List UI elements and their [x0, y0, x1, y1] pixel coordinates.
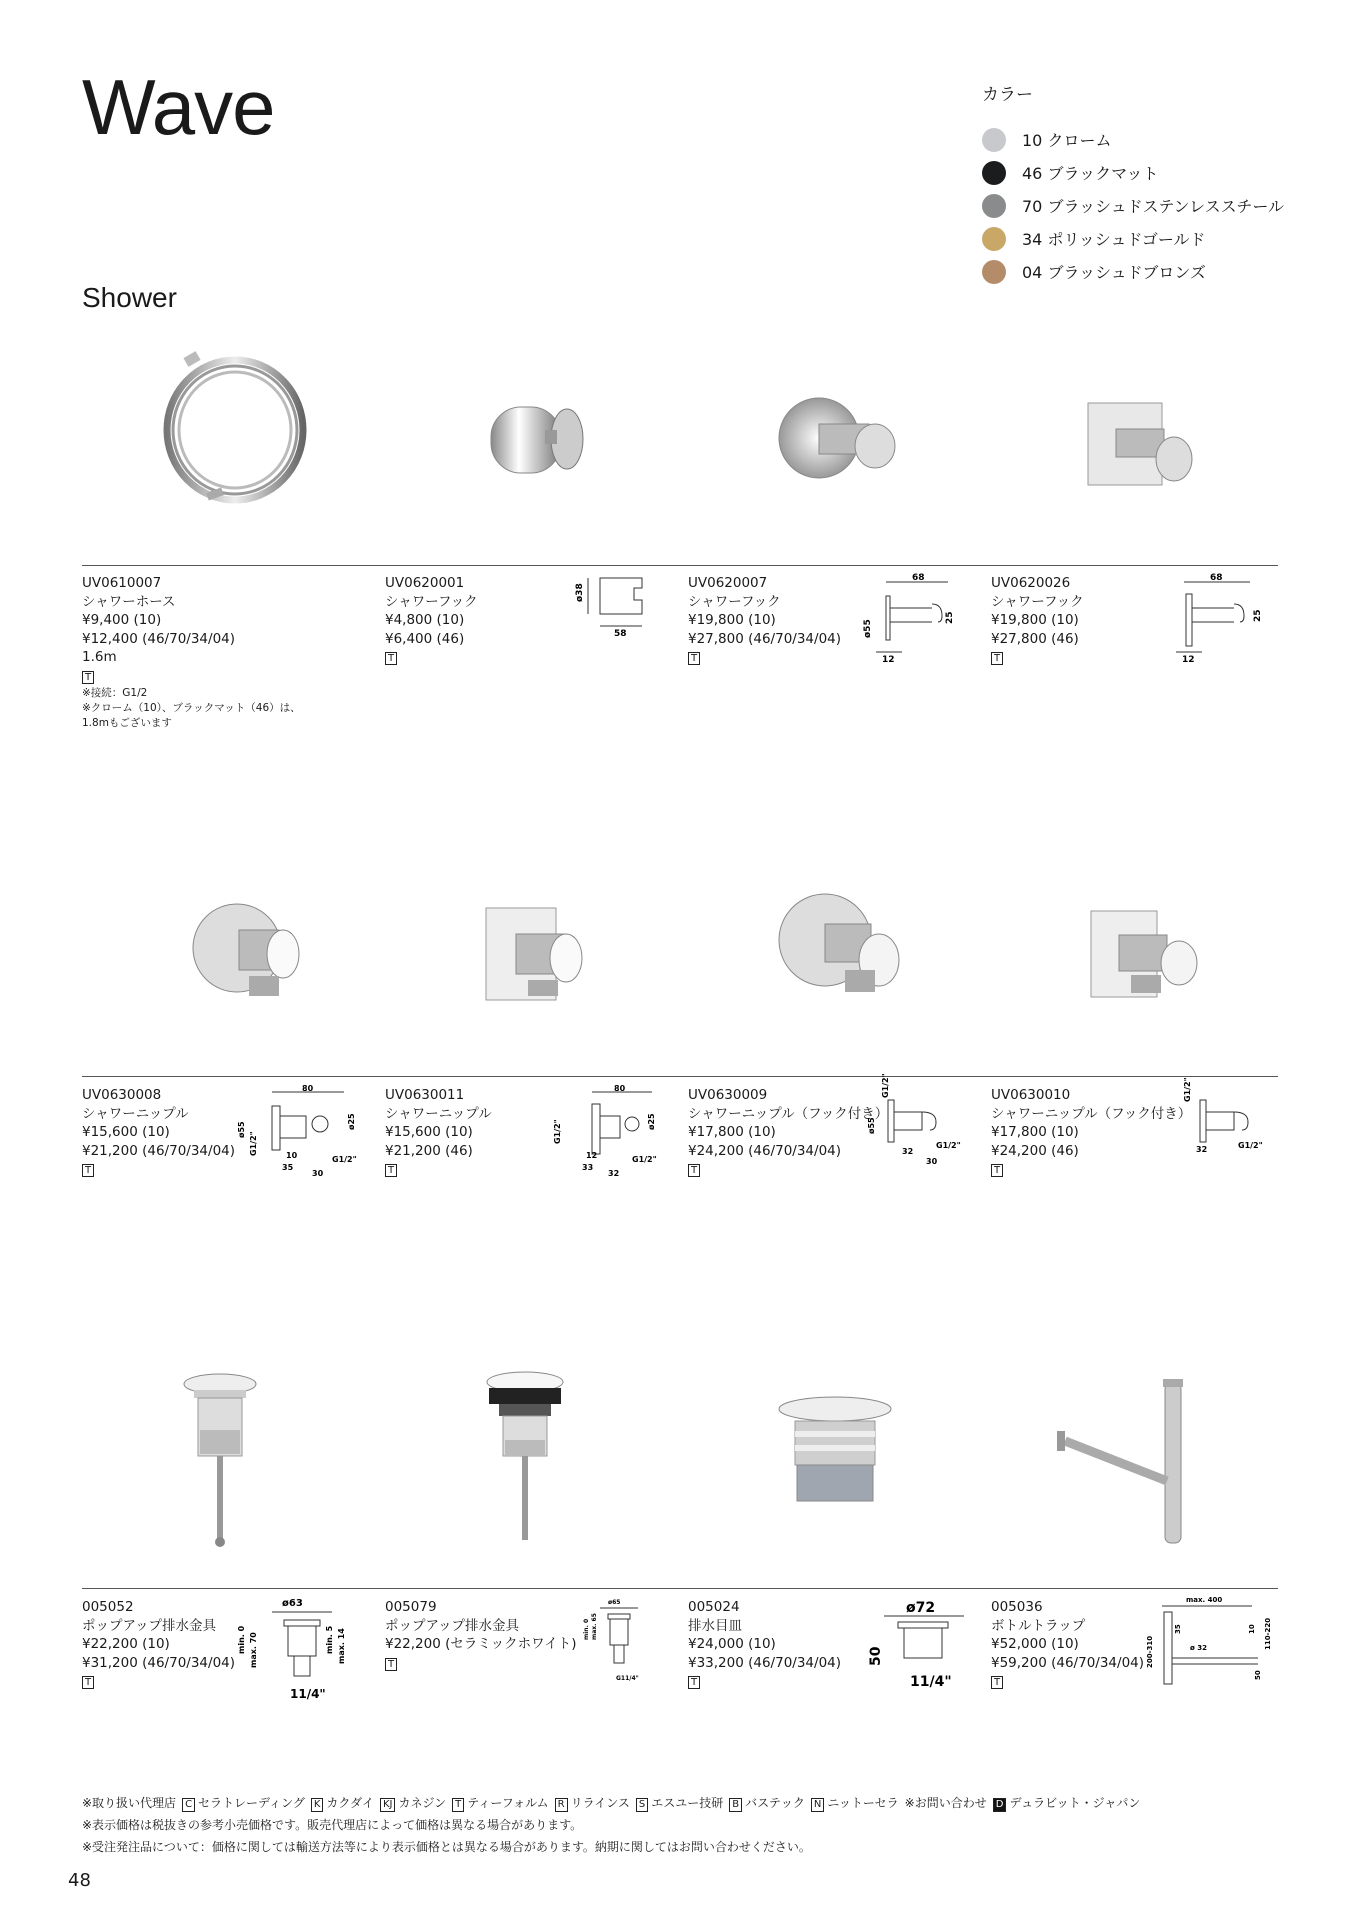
- dim-label: 33: [582, 1163, 594, 1172]
- product-code: UV0630010: [991, 1087, 1071, 1103]
- bottle-trap-icon: [1055, 1375, 1205, 1545]
- dim-label: G1/2": [249, 1131, 258, 1156]
- product-price: ¥27,800 (46): [991, 630, 1079, 647]
- product-item: [385, 1598, 576, 1672]
- dimension-drawing-uv0620026: [1170, 574, 1270, 668]
- dim-label: G1/2": [632, 1155, 657, 1164]
- page-title: Wave: [82, 63, 275, 151]
- color-swatch: [982, 194, 1006, 218]
- dim-label: min. 0: [583, 1618, 590, 1640]
- dim-label: 25: [945, 611, 955, 624]
- dim-label: ø63: [282, 1598, 303, 1609]
- product-name: シャワーニップル: [385, 1105, 492, 1122]
- shower-hook-icon: [470, 390, 600, 490]
- dim-label: 12: [1182, 655, 1195, 665]
- dim-label: 58: [614, 629, 627, 639]
- product-price: ¥15,600 (10): [385, 1124, 473, 1140]
- product-price: ¥59,200 (46/70/34/04): [991, 1654, 1145, 1671]
- product-price: 1.6m: [82, 649, 117, 665]
- product-price: ¥21,200 (46/70/34/04): [82, 1142, 236, 1159]
- product-name: ボトルトラップ: [991, 1617, 1086, 1634]
- color-legend: [982, 80, 1312, 288]
- product-name: シャワーホース: [82, 593, 176, 610]
- order-note: ※受注発注品について：価格に関しては輸送方法等により表示価格とは異なる場合があります。納期に関してはお問い合わせください。: [82, 1840, 811, 1854]
- product-price: ¥19,800 (10): [991, 612, 1079, 628]
- product-price: ¥52,000 (10): [991, 1636, 1079, 1652]
- dim-label: min. 5: [325, 1625, 334, 1654]
- dealer-badge: T: [688, 1164, 700, 1177]
- popup-drain-ceramic-icon: [475, 1370, 575, 1550]
- product-name: シャワーニップル: [82, 1105, 189, 1122]
- dealer-code: KJ: [380, 1798, 396, 1812]
- product-item: [688, 1598, 841, 1691]
- dim-label: G1/2": [881, 1073, 890, 1098]
- section-title: Shower: [82, 282, 177, 313]
- dim-label: 32: [1196, 1145, 1208, 1154]
- product-price: ¥17,800 (10): [688, 1124, 776, 1140]
- square-wall-elbow-icon: [475, 895, 595, 1015]
- dimension-drawing-uv0630010: [1180, 1077, 1280, 1170]
- dim-label: 12: [882, 655, 895, 665]
- dealer-code: K: [311, 1798, 324, 1812]
- product-note: ※クローム（10）、ブラックマット（46）は、: [82, 702, 301, 714]
- dim-label: G11/4": [616, 1675, 639, 1682]
- product-code: UV0630008: [82, 1087, 162, 1103]
- round-elbow-with-hook-icon: [770, 890, 910, 1010]
- dim-label: 35: [1174, 1624, 1182, 1634]
- product-name: シャワーニップル（フック付き）: [688, 1105, 889, 1122]
- price-note: ※表示価格は税抜きの参考小売価格です。販売代理店によって価格は異なる場合があります。: [82, 1818, 583, 1832]
- dealer-code: D: [993, 1798, 1007, 1812]
- row-divider: [82, 1588, 1278, 1589]
- dealer-list: [82, 1794, 1140, 1812]
- dealer-badge: T: [991, 652, 1003, 665]
- color-swatch: [982, 227, 1006, 251]
- dealer-name: カクダイ: [326, 1796, 374, 1810]
- product-code: UV0630011: [385, 1087, 465, 1103]
- color-legend-heading: カラー: [982, 85, 1033, 105]
- product-item: [991, 1086, 1191, 1179]
- dim-label: max. 14: [337, 1628, 346, 1664]
- color-swatch-row: [982, 222, 1312, 255]
- product-price: ¥15,600 (10): [82, 1124, 170, 1140]
- product-name: ポップアップ排水金具: [82, 1617, 217, 1634]
- dealer-name: カネジン: [398, 1796, 447, 1810]
- dealer-badge: T: [82, 1164, 94, 1177]
- dim-label: 10: [286, 1151, 298, 1160]
- color-swatch-row: [982, 255, 1312, 288]
- dim-label: 68: [912, 573, 925, 583]
- product-price: ¥24,200 (46/70/34/04): [688, 1142, 842, 1159]
- product-name: シャワーニップル（フック付き）: [991, 1105, 1192, 1122]
- dealer-badge: T: [991, 1164, 1003, 1177]
- dimension-drawing-uv0630008: [236, 1086, 366, 1182]
- square-elbow-with-hook-icon: [1080, 900, 1210, 1010]
- dim-label: 10: [1248, 1624, 1256, 1634]
- dealer-badge: T: [385, 1658, 397, 1671]
- product-code: UV0620001: [385, 575, 465, 591]
- product-price: ¥22,200 (セラミックホワイト): [385, 1636, 577, 1652]
- row-divider: [82, 1076, 1278, 1077]
- color-swatch: [982, 128, 1006, 152]
- dim-label: 200-310: [1146, 1635, 1154, 1668]
- product-price: ¥19,800 (10): [688, 612, 776, 628]
- round-shower-hook-icon: [770, 385, 910, 495]
- dealer-badge: T: [688, 1676, 700, 1689]
- dim-label: G1/2": [1238, 1141, 1263, 1150]
- product-item: [82, 574, 301, 730]
- dealer-badge: T: [385, 1164, 397, 1177]
- product-item: [991, 1598, 1144, 1691]
- round-wall-elbow-icon: [180, 895, 310, 1015]
- dim-label: 35: [282, 1163, 294, 1172]
- product-price: ¥17,800 (10): [991, 1124, 1079, 1140]
- popup-drain-icon: [170, 1370, 270, 1550]
- dim-label: 32: [902, 1147, 914, 1156]
- product-code: 005024: [688, 1599, 740, 1615]
- dim-label: ø 32: [1190, 1644, 1207, 1652]
- product-item: [688, 574, 841, 667]
- dim-label: ø65: [608, 1599, 621, 1606]
- dim-label: G1/2": [936, 1141, 961, 1150]
- dealer-name: エスユー技研: [651, 1796, 724, 1810]
- product-item: [82, 1598, 235, 1691]
- product-name: シャワーフック: [688, 593, 781, 610]
- row-divider: [82, 565, 1278, 566]
- color-swatch: [982, 260, 1006, 284]
- drain-cover-icon: [775, 1395, 895, 1515]
- product-item: [385, 574, 478, 667]
- dimension-drawing-uv0630009: [866, 1073, 966, 1170]
- dealers-prefix: ※取り扱い代理店: [82, 1796, 177, 1810]
- color-label: 46 ブラックマット: [1022, 164, 1159, 183]
- product-note: ※接続：G1/2: [82, 687, 148, 699]
- product-name: ポップアップ排水金具: [385, 1617, 520, 1634]
- square-shower-hook-icon: [1075, 390, 1205, 500]
- dim-label: 30: [312, 1169, 324, 1178]
- dim-label: 80: [614, 1084, 626, 1093]
- inquiry-label: ※お問い合わせ: [904, 1796, 987, 1810]
- dim-label: 80: [302, 1084, 314, 1093]
- product-price: ¥4,800 (10): [385, 612, 465, 628]
- dealer-name: バステック: [745, 1796, 805, 1810]
- product-code: 005079: [385, 1599, 437, 1615]
- dealer-name: デュラビット・ジャパン: [1009, 1796, 1141, 1810]
- dimension-drawing-005024: [864, 1596, 974, 1700]
- color-label: 10 クローム: [1022, 131, 1112, 150]
- color-swatch-row: [982, 189, 1312, 222]
- dim-label: ø38: [575, 583, 585, 602]
- dimension-drawing-005036: [1142, 1594, 1278, 1698]
- product-price: ¥6,400 (46): [385, 630, 465, 647]
- product-code: UV0630009: [688, 1087, 768, 1103]
- dim-label: ø25: [347, 1113, 356, 1130]
- dealer-code: R: [555, 1798, 568, 1812]
- product-item: [991, 574, 1084, 667]
- dim-label: 11/4": [910, 1674, 952, 1690]
- dealer-code: S: [636, 1798, 648, 1812]
- product-price: ¥24,200 (46): [991, 1142, 1079, 1159]
- color-swatch-row: [982, 156, 1312, 189]
- dim-label: max. 70: [249, 1632, 258, 1668]
- dealer-code: B: [729, 1798, 742, 1812]
- product-name: シャワーフック: [991, 593, 1084, 610]
- shower-hose-icon: [150, 350, 320, 510]
- color-label: 70 ブラッシュドステンレススチール: [1022, 197, 1285, 216]
- product-price: ¥31,200 (46/70/34/04): [82, 1654, 236, 1671]
- product-price: ¥33,200 (46/70/34/04): [688, 1654, 842, 1671]
- dim-label: max. 65: [591, 1613, 598, 1640]
- dimension-drawing-uv0620007: [862, 574, 962, 668]
- product-code: 005052: [82, 1599, 134, 1615]
- product-item: [385, 1086, 492, 1179]
- dealer-badge: T: [991, 1676, 1003, 1689]
- dimension-drawing-uv0630011: [552, 1086, 662, 1182]
- dim-label: ø55: [237, 1121, 246, 1138]
- dealer-badge: T: [82, 671, 94, 684]
- dim-label: 12: [586, 1151, 598, 1160]
- product-price: ¥21,200 (46): [385, 1142, 473, 1159]
- color-label: 34 ポリッシュドゴールド: [1022, 230, 1206, 249]
- dim-label: G1/2": [1183, 1077, 1192, 1102]
- dim-label: 110-220: [1264, 1617, 1272, 1650]
- product-code: UV0610007: [82, 575, 162, 591]
- dimension-drawing-005079: [578, 1596, 658, 1700]
- product-code: UV0620026: [991, 575, 1071, 591]
- product-item: [688, 1086, 888, 1179]
- dealer-code: C: [182, 1798, 195, 1812]
- page-number: 48: [68, 1870, 91, 1891]
- product-code: 005036: [991, 1599, 1043, 1615]
- dim-label: 68: [1210, 573, 1223, 583]
- product-name: 排水目皿: [688, 1617, 742, 1634]
- product-code: UV0620007: [688, 575, 768, 591]
- dim-label: 50: [868, 1646, 884, 1666]
- dealer-code: T: [452, 1798, 464, 1812]
- product-price: ¥24,000 (10): [688, 1636, 776, 1652]
- dim-label: ø25: [647, 1113, 656, 1130]
- dim-label: 11/4": [290, 1687, 326, 1701]
- dim-label: max. 400: [1186, 1596, 1223, 1604]
- product-item: [82, 1086, 235, 1179]
- dim-label: min. 0: [237, 1625, 246, 1654]
- product-name: シャワーフック: [385, 593, 478, 610]
- dealer-name: リラインス: [570, 1796, 630, 1810]
- dim-label: 50: [1254, 1670, 1262, 1680]
- dimension-drawing-uv0620001: [575, 574, 658, 642]
- color-swatch: [982, 161, 1006, 185]
- dim-label: G1/2": [332, 1155, 357, 1164]
- product-price: ¥12,400 (46/70/34/04): [82, 630, 236, 647]
- dealer-badge: T: [82, 1676, 94, 1689]
- dealer-name: セラトレーディング: [198, 1796, 305, 1810]
- dealer-badge: T: [688, 652, 700, 665]
- dim-label: ø72: [906, 1600, 936, 1616]
- dealer-badge: T: [385, 652, 397, 665]
- color-swatch-row: [982, 123, 1312, 156]
- dealer-name: ニットーセラ: [827, 1796, 899, 1810]
- dim-label: G1/2": [553, 1119, 562, 1144]
- dealer-name: ティーフォルム: [467, 1796, 549, 1810]
- dimension-drawing-005052: [232, 1594, 362, 1708]
- dim-label: ø55: [867, 1117, 876, 1134]
- product-note: 1.8mもございます: [82, 717, 172, 729]
- product-price: ¥27,800 (46/70/34/04): [688, 630, 842, 647]
- color-label: 04 ブラッシュドブロンズ: [1022, 263, 1206, 282]
- dim-label: ø55: [863, 619, 873, 638]
- product-price: ¥9,400 (10): [82, 612, 162, 628]
- dim-label: 25: [1253, 609, 1263, 622]
- dealer-code: N: [811, 1798, 824, 1812]
- product-price: ¥22,200 (10): [82, 1636, 170, 1652]
- dim-label: 30: [926, 1157, 938, 1166]
- dim-label: 32: [608, 1169, 620, 1178]
